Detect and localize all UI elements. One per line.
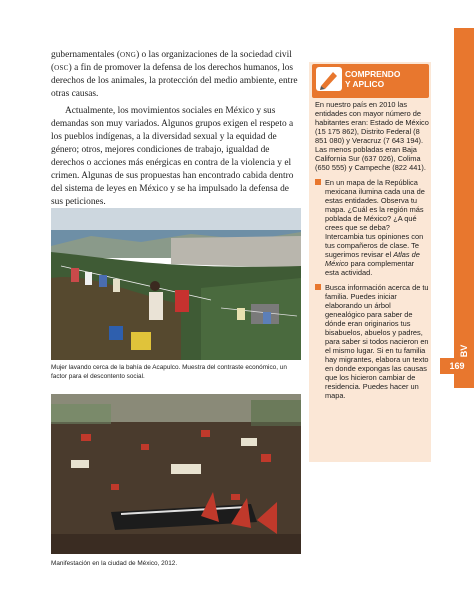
activity-bullet-1: En un mapa de la República mexicana ilumina cada una de estas entidades. Observa tu mapa. ¿Cuál es la región más poblada de México? ¿A qué crees que se deba? Intercambia tus opiniones con tus compañeros de clase. Te sugerimos revisar el Atlas de México para complementar esta actividad.	[315, 178, 429, 277]
pencil-hand-icon	[316, 67, 342, 91]
abbr-osc: osc	[54, 63, 69, 73]
activity-bullet-2: Busca información acerca de tu familia. Puedes iniciar elaborando un árbol genealógico para saber de dónde eran originarios tus bisabuelos, abuelos y padres, para saber si todos nacieron en el mismo lugar. Si en tu familia hay migrantes, elabora un texto en donde expongas las causas que los hicieron cambiar de residencia. Puedes hacer un mapa.	[315, 283, 429, 400]
photo-caption-1: Mujer lavando cerca de la bahía de Acapulco. Muestra del contraste económico, un factor para el descontento social.	[51, 364, 287, 380]
abbr-ong: ong	[119, 50, 137, 60]
photo-acapulco	[51, 208, 301, 360]
activity-intro: En nuestro país en 2010 las entidades con mayor número de habitantes eran: Estado de México (15 175 862), Distrito Federal (8 851 080) y Veracruz (7 643 194). Las menos pobladas eran Baja California Sur (637 026), Colima (650 555) y Campeche (822 441).	[315, 100, 429, 172]
photo-protest	[51, 394, 301, 554]
bullet-square-icon	[315, 179, 321, 185]
paragraph-2: Actualmente, los movimientos sociales en México y sus demandas son muy variados. Algunos grupos exigen el respeto a los pueblos indígenas, a la diversidad sexual y la equidad de género; otros, mejores condiciones de trabajo, igualdad de derechos o acciones más enérgicas en contra de la violencia y el crimen. Algunas de sus propuestas han encontrado cabida dentro del sistema de leyes en México y se ha impulsado la defensa de sus peticiones.	[51, 106, 294, 207]
section-tab-label: BV	[459, 344, 469, 358]
activity-title: COMPRENDO Y APLICO	[345, 69, 401, 89]
page-number: 169	[440, 358, 474, 374]
section-tab	[454, 28, 474, 388]
bullet-square-icon	[315, 284, 321, 290]
body-text	[51, 49, 301, 209]
paragraph-1: gubernamentales (ong) o las organizaciones de la sociedad civil (osc) a fin de promover la defensa de los derechos humanos, los derechos de los animales, la protección del medio ambiente, entre otras causas.	[51, 50, 298, 99]
photo-caption-2: Manifestación en la ciudad de México, 2012.	[51, 560, 178, 567]
activity-body	[315, 100, 429, 406]
